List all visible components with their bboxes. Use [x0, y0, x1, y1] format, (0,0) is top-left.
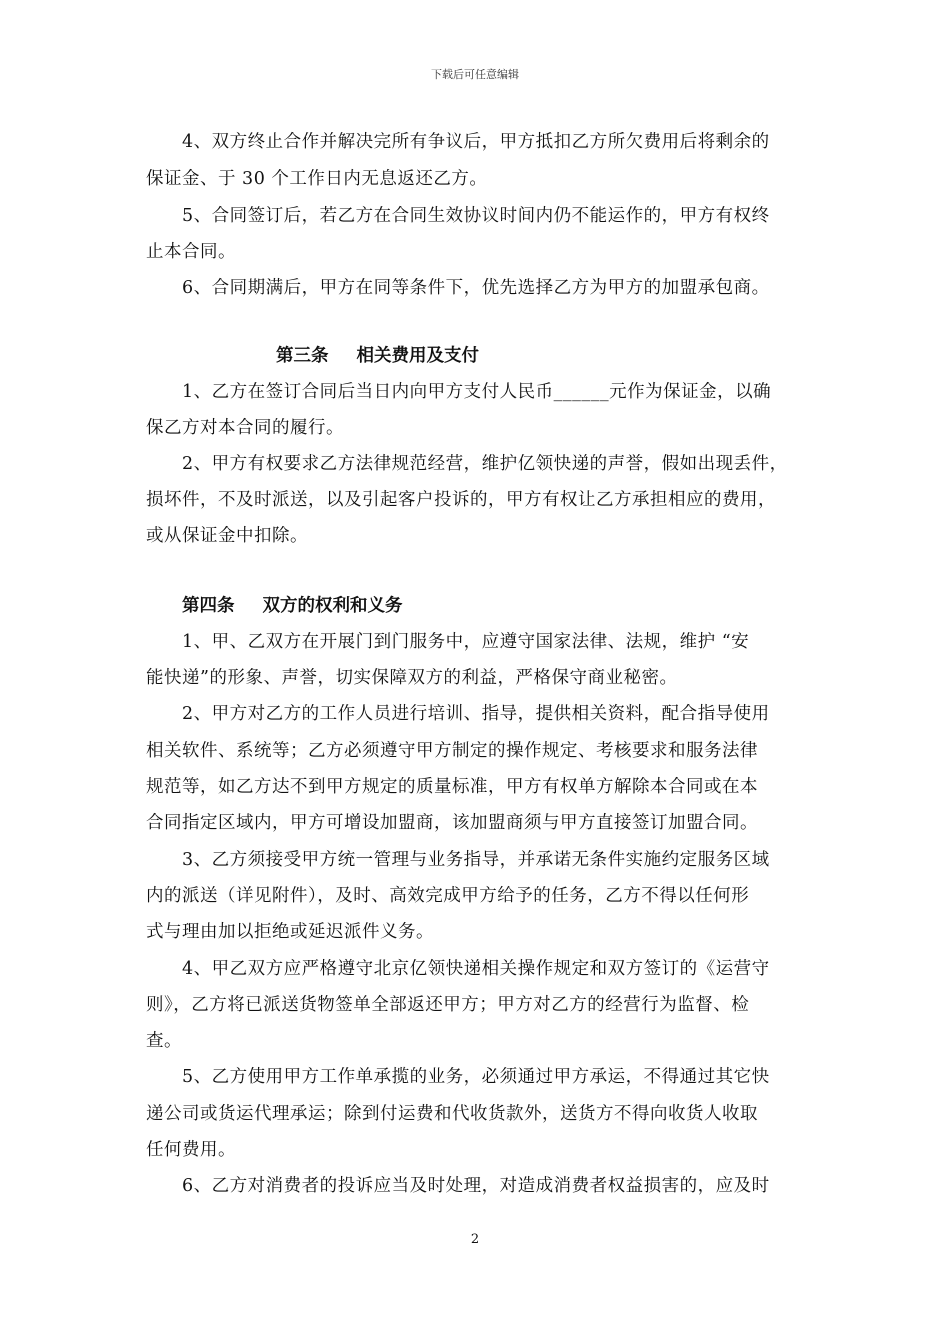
paragraph-line: 5、乙方使用甲方工作单承揽的业务，必须通过甲方承运，不得通过其它快	[182, 1067, 770, 1087]
paragraph-line: 止本合同。	[146, 242, 236, 262]
paragraph-line: 1、乙方在签订合同后当日内向甲方支付人民币______元作为保证金，以确	[182, 382, 772, 402]
paragraph-line: 6、合同期满后，甲方在同等条件下，优先选择乙方为甲方的加盟承包商。	[182, 278, 770, 298]
article-title: 相关费用及支付	[356, 346, 479, 366]
paragraph-line: 相关软件、系统等；乙方必须遵守甲方制定的操作规定、考核要求和服务法律	[146, 741, 758, 761]
paragraph-line: 式与理由加以拒绝或延迟派件义务。	[146, 922, 434, 942]
paragraph-line: 5、合同签订后，若乙方在合同生效协议时间内仍不能运作的，甲方有权终	[182, 206, 770, 226]
paragraph-line: 或从保证金中扣除。	[146, 526, 308, 546]
paragraph-line: 1、甲、乙双方在开展门到门服务中，应遵守国家法律、法规，维护 “安	[182, 632, 750, 652]
paragraph-line: 规范等，如乙方达不到甲方规定的质量标准，甲方有权单方解除本合同或在本	[146, 777, 758, 797]
article-3-heading	[276, 342, 479, 367]
paragraph-line: 任何费用。	[146, 1140, 236, 1160]
paragraph-line: 内的派送（详见附件），及时、高效完成甲方给予的任务，乙方不得以任何形	[146, 886, 750, 906]
paragraph-line: 2、甲方对乙方的工作人员进行培训、指导，提供相关资料，配合指导使用	[182, 704, 770, 724]
article-title: 双方的权利和义务	[262, 596, 403, 616]
paragraph-line: 则》，乙方将已派送货物签单全部返还甲方；甲方对乙方的经营行为监督、检	[146, 995, 750, 1015]
paragraph-line: 递公司或货运代理承运；除到付运费和代收货款外，送货方不得向收货人收取	[146, 1104, 758, 1124]
paragraph-line: 保证金、于 30 个工作日内无息返还乙方。	[146, 169, 488, 189]
article-number: 第三条	[276, 346, 329, 366]
page-header: 下载后可任意编辑	[431, 68, 519, 81]
paragraph-line: 2、甲方有权要求乙方法律规范经营，维护亿领快递的声誉，假如出现丢件，	[182, 454, 788, 474]
article-4-heading	[182, 592, 403, 617]
article-number: 第四条	[182, 596, 235, 616]
paragraph-line: 4、甲乙双方应严格遵守北京亿领快递相关操作规定和双方签订的《运营守	[182, 959, 770, 979]
paragraph-line: 3、乙方须接受甲方统一管理与业务指导，并承诺无条件实施约定服务区域	[182, 850, 770, 870]
paragraph-line: 损坏件，不及时派送，以及引起客户投诉的，甲方有权让乙方承担相应的费用，	[146, 490, 776, 510]
page-number: 2	[470, 1232, 480, 1247]
paragraph-line: 查。	[146, 1031, 182, 1051]
paragraph-line: 4、双方终止合作并解决完所有争议后，甲方抵扣乙方所欠费用后将剩余的	[182, 132, 770, 152]
paragraph-line: 合同指定区域内，甲方可增设加盟商，该加盟商须与甲方直接签订加盟合同。	[146, 813, 758, 833]
paragraph-line: 6、乙方对消费者的投诉应当及时处理，对造成消费者权益损害的，应及时	[182, 1176, 770, 1196]
paragraph-line: 能快递”的形象、声誉，切实保障双方的利益，严格保守商业秘密。	[146, 668, 678, 688]
paragraph-line: 保乙方对本合同的履行。	[146, 418, 344, 438]
